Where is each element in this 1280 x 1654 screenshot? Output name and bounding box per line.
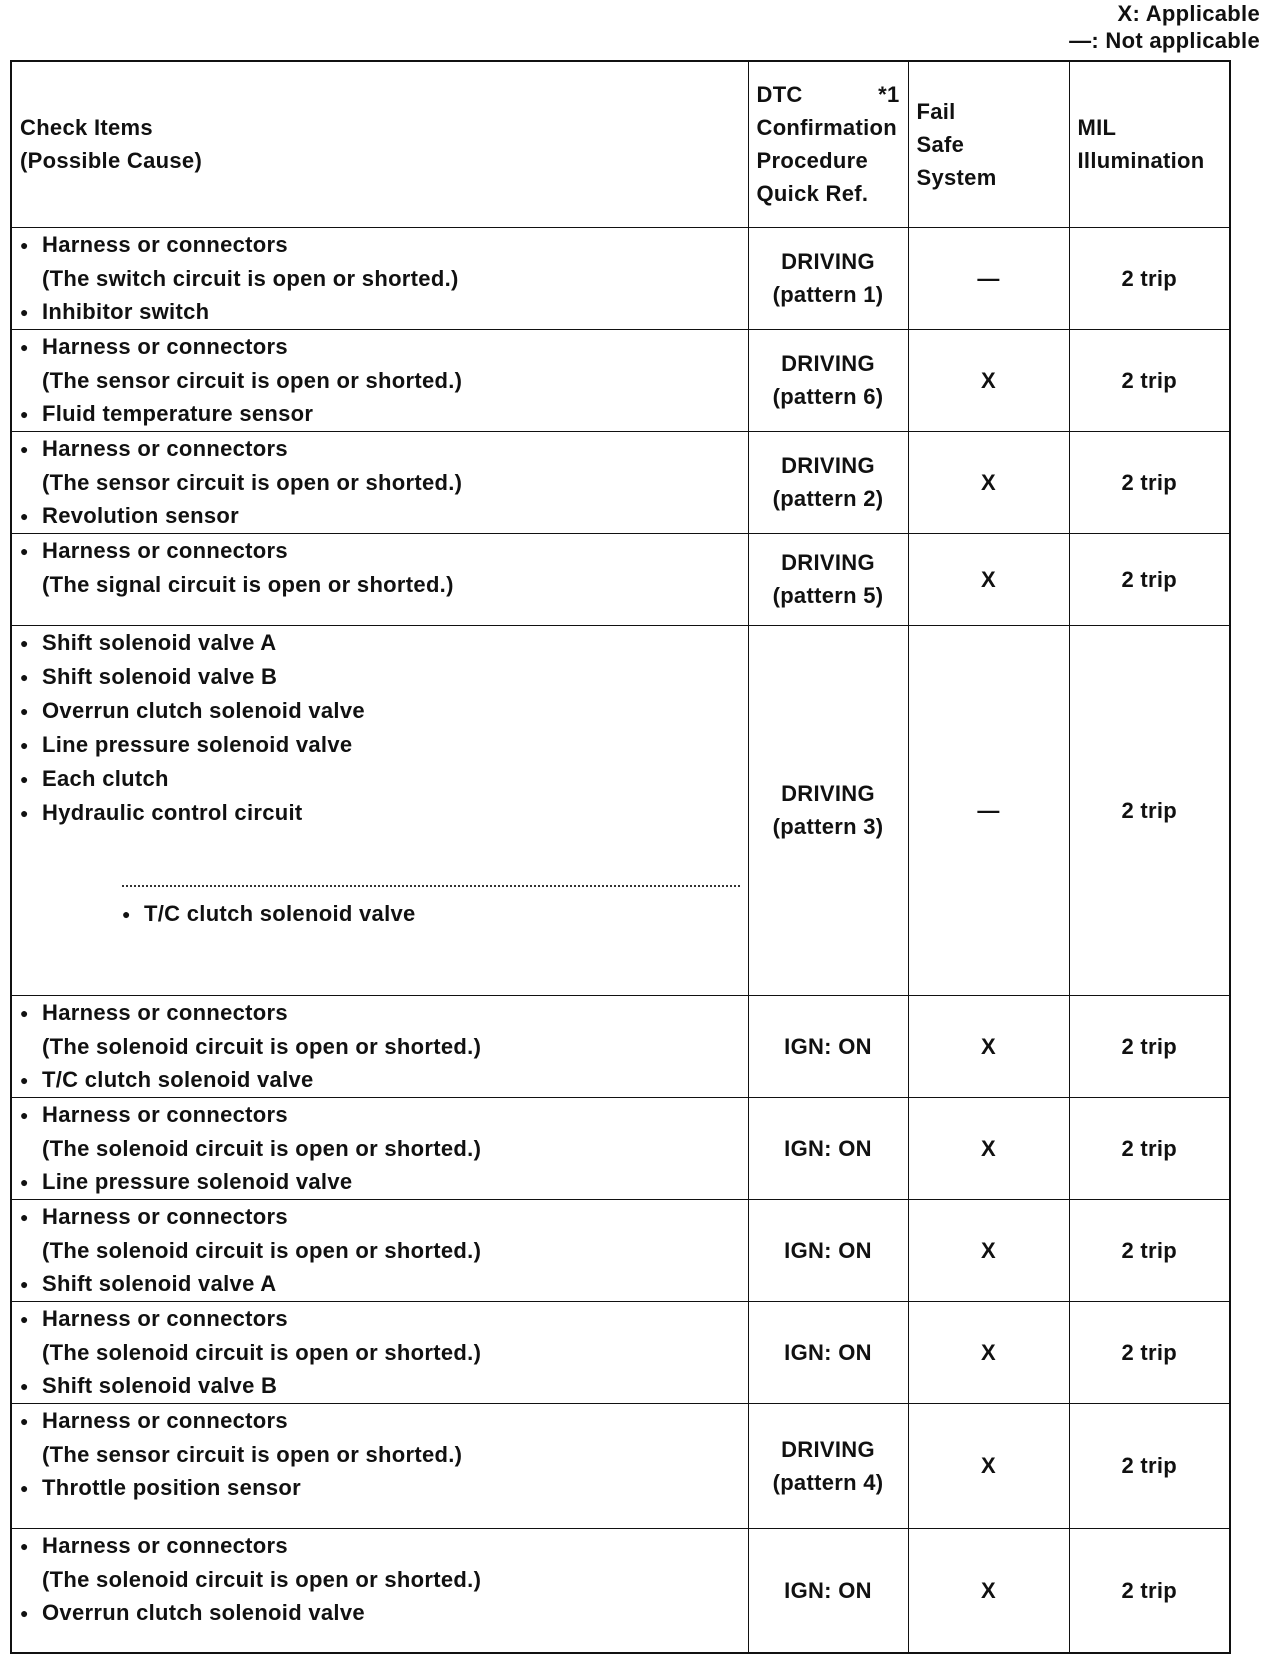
dotted-separator	[122, 885, 740, 887]
header-dtc-line: Quick Ref.	[756, 181, 869, 207]
check-item-text: (The sensor circuit is open or shorted.)	[42, 367, 463, 393]
mil-illumination-cell: 2 trip	[1069, 227, 1230, 329]
mil-illumination-cell: 2 trip	[1069, 625, 1230, 995]
check-item	[20, 534, 740, 568]
mil-illumination-cell: 2 trip	[1069, 533, 1230, 625]
check-item-text: Overrun clutch solenoid valve	[42, 697, 365, 723]
bullet-icon: ●	[20, 507, 29, 524]
fail-safe-cell: X	[908, 533, 1069, 625]
check-item-text: (The solenoid circuit is open or shorted.)	[42, 1033, 482, 1059]
bullet-icon: ●	[20, 1004, 29, 1021]
fail-safe-cell: X	[908, 995, 1069, 1097]
check-item-text: (The sensor circuit is open or shorted.)	[42, 1441, 463, 1467]
check-item-text: T/C clutch solenoid valve	[144, 900, 416, 926]
bullet-icon: ●	[20, 634, 29, 651]
check-item-text: Harness or connectors	[42, 537, 288, 563]
check-item	[20, 728, 740, 762]
mil-illumination-cell: 2 trip	[1069, 1403, 1230, 1528]
fail-safe-cell: X	[908, 1199, 1069, 1301]
check-item-text: Line pressure solenoid valve	[42, 1168, 353, 1194]
table-row	[11, 533, 1230, 625]
check-items-cell	[11, 1528, 748, 1653]
dtc-procedure-line: (pattern 3)	[772, 814, 884, 839]
header-fail-safe-line: Fail	[916, 98, 956, 124]
bullet-icon: ●	[20, 1275, 29, 1292]
dtc-procedure-cell	[748, 995, 908, 1097]
bullet-icon: ●	[20, 1479, 29, 1496]
header-dtc-footnote: *1	[878, 82, 900, 108]
mil-illumination-cell: 2 trip	[1069, 1528, 1230, 1653]
bullet-icon: ●	[20, 1412, 29, 1429]
check-item-text: Shift solenoid valve A	[42, 629, 277, 655]
header-dtc-line: Procedure	[756, 148, 869, 174]
dtc-procedure-line: (pattern 2)	[772, 486, 884, 511]
dtc-procedure-cell	[748, 1301, 908, 1403]
dtc-procedure-line: (pattern 1)	[772, 282, 884, 307]
fail-safe-cell: —	[908, 625, 1069, 995]
check-item	[20, 1200, 740, 1234]
dtc-procedure-line: IGN: ON	[784, 1135, 872, 1161]
dtc-procedure-line: DRIVING	[781, 550, 875, 575]
bullet-icon: ●	[20, 236, 29, 253]
dtc-procedure-line: DRIVING	[781, 781, 875, 806]
check-item	[20, 796, 740, 830]
table-row	[11, 1097, 1230, 1199]
bullet-icon: ●	[20, 1310, 29, 1327]
check-items-cell	[11, 1301, 748, 1403]
table-row	[11, 431, 1230, 533]
check-item-text: (The solenoid circuit is open or shorted.)	[42, 1135, 482, 1161]
bullet-icon: ●	[20, 1071, 29, 1088]
dtc-procedure-cell	[748, 431, 908, 533]
header-mil-line: Illumination	[1077, 148, 1205, 174]
check-item	[20, 996, 740, 1030]
check-item-detail	[20, 568, 740, 601]
check-item-text: T/C clutch solenoid valve	[42, 1066, 314, 1092]
fail-safe-cell: X	[908, 1301, 1069, 1403]
check-item	[20, 1529, 740, 1563]
check-sub-item	[122, 897, 740, 931]
check-item-text: (The sensor circuit is open or shorted.)	[42, 469, 463, 495]
dtc-check-table	[10, 60, 1231, 1654]
check-item-text: (The solenoid circuit is open or shorted.)	[42, 1237, 482, 1263]
check-items-cell	[11, 1097, 748, 1199]
header-check-items-line: (Possible Cause)	[20, 148, 203, 174]
bullet-icon: ●	[20, 804, 29, 821]
header-fail-safe-line: System	[916, 164, 997, 190]
check-item	[20, 499, 740, 533]
check-item-text: Harness or connectors	[42, 435, 288, 461]
check-item-detail	[20, 1336, 740, 1369]
dtc-procedure-cell	[748, 1528, 908, 1653]
check-item-detail	[20, 1438, 740, 1471]
legend	[1069, 0, 1260, 54]
fail-safe-cell: X	[908, 431, 1069, 533]
check-item	[20, 762, 740, 796]
check-item-text: Harness or connectors	[42, 1203, 288, 1229]
check-item	[20, 432, 740, 466]
check-item	[20, 1302, 740, 1336]
dtc-procedure-line: IGN: ON	[784, 1339, 872, 1365]
header-dtc	[748, 61, 908, 227]
check-item-text: (The signal circuit is open or shorted.)	[42, 571, 454, 597]
check-item-text: Each clutch	[42, 765, 169, 791]
check-item	[20, 1165, 740, 1199]
check-item-text: Shift solenoid valve B	[42, 663, 278, 689]
bullet-icon: ●	[20, 440, 29, 457]
check-item-text: Revolution sensor	[42, 502, 240, 528]
dtc-procedure-line: DRIVING	[781, 249, 875, 274]
check-items-cell	[11, 533, 748, 625]
bullet-icon: ●	[20, 303, 29, 320]
check-item	[20, 1369, 740, 1403]
bullet-icon: ●	[20, 542, 29, 559]
check-item	[20, 1471, 740, 1505]
check-item-text: Harness or connectors	[42, 1101, 288, 1127]
dtc-procedure-line: (pattern 6)	[772, 384, 884, 409]
check-items-cell	[11, 1403, 748, 1528]
check-item-text: (The solenoid circuit is open or shorted.)	[42, 1339, 482, 1365]
check-item-detail	[20, 466, 740, 499]
dtc-procedure-cell	[748, 1097, 908, 1199]
dtc-procedure-cell	[748, 533, 908, 625]
header-dtc-line: Confirmation	[756, 115, 897, 141]
check-item-text: Hydraulic control circuit	[42, 799, 303, 825]
dtc-procedure-line: DRIVING	[781, 453, 875, 478]
mil-illumination-cell: 2 trip	[1069, 431, 1230, 533]
check-items-cell	[11, 227, 748, 329]
mil-illumination-cell: 2 trip	[1069, 329, 1230, 431]
bullet-icon: ●	[20, 338, 29, 355]
check-item	[20, 1098, 740, 1132]
dtc-procedure-cell	[748, 1403, 908, 1528]
check-item-text: Shift solenoid valve A	[42, 1270, 277, 1296]
header-mil	[1069, 61, 1230, 227]
check-item-text: Fluid temperature sensor	[42, 400, 314, 426]
check-item-text: Line pressure solenoid valve	[42, 731, 353, 757]
check-item	[20, 397, 740, 431]
check-items-cell	[11, 995, 748, 1097]
check-item-text: Shift solenoid valve B	[42, 1372, 278, 1398]
check-item-detail	[20, 1132, 740, 1165]
mil-illumination-cell: 2 trip	[1069, 1199, 1230, 1301]
bullet-icon: ●	[20, 1604, 29, 1621]
check-item-detail	[20, 1030, 740, 1063]
dtc-procedure-line: (pattern 4)	[772, 1469, 884, 1495]
legend-applicable: X: Applicable	[1117, 1, 1260, 26]
legend-not-applicable: —: Not applicable	[1069, 28, 1260, 53]
check-item-text: (The solenoid circuit is open or shorted.)	[42, 1566, 482, 1592]
dtc-procedure-cell	[748, 227, 908, 329]
check-item-detail	[20, 1563, 740, 1596]
bullet-icon: ●	[20, 405, 29, 422]
header-dtc-line: DTC	[756, 82, 803, 108]
fail-safe-cell: X	[908, 1097, 1069, 1199]
dtc-procedure-line: IGN: ON	[784, 1577, 872, 1603]
dtc-procedure-cell	[748, 625, 908, 995]
check-item	[20, 1404, 740, 1438]
fail-safe-cell: X	[908, 1528, 1069, 1653]
check-item	[20, 1596, 740, 1630]
dtc-procedure-line: (pattern 5)	[772, 583, 884, 608]
bullet-icon: ●	[20, 1173, 29, 1190]
check-item	[20, 660, 740, 694]
check-item	[20, 228, 740, 262]
table-row	[11, 625, 1230, 995]
check-item-text: Inhibitor switch	[42, 298, 210, 324]
table-row	[11, 1199, 1230, 1301]
check-item	[20, 295, 740, 329]
check-item-detail	[20, 262, 740, 295]
mil-illumination-cell: 2 trip	[1069, 1097, 1230, 1199]
check-item-text: Overrun clutch solenoid valve	[42, 1599, 365, 1625]
header-check-items	[11, 61, 748, 227]
check-items-cell	[11, 431, 748, 533]
table-row	[11, 995, 1230, 1097]
bullet-icon: ●	[20, 736, 29, 753]
table-row	[11, 1528, 1230, 1653]
check-items-cell	[11, 329, 748, 431]
header-fail-safe	[908, 61, 1069, 227]
check-item-text: Harness or connectors	[42, 1305, 288, 1331]
check-item	[20, 694, 740, 728]
header-fail-safe-line: Safe	[916, 131, 965, 157]
bullet-icon: ●	[20, 668, 29, 685]
mil-illumination-cell: 2 trip	[1069, 995, 1230, 1097]
check-item	[20, 626, 740, 660]
check-item-text: Harness or connectors	[42, 999, 288, 1025]
bullet-icon: ●	[20, 1106, 29, 1123]
check-item-text: Harness or connectors	[42, 333, 288, 359]
table-header-row	[11, 61, 1230, 227]
mil-illumination-cell: 2 trip	[1069, 1301, 1230, 1403]
bullet-icon: ●	[122, 905, 131, 922]
check-item-text: Harness or connectors	[42, 1532, 288, 1558]
check-item	[20, 330, 740, 364]
fail-safe-cell: —	[908, 227, 1069, 329]
table-row	[11, 227, 1230, 329]
dtc-procedure-cell	[748, 1199, 908, 1301]
check-item-text: Throttle position sensor	[42, 1474, 301, 1500]
table-row	[11, 1403, 1230, 1528]
check-item	[20, 1267, 740, 1301]
check-item-text: Harness or connectors	[42, 231, 288, 257]
check-items-cell	[11, 625, 748, 995]
bullet-icon: ●	[20, 702, 29, 719]
dtc-procedure-line: DRIVING	[781, 1436, 875, 1462]
bullet-icon: ●	[20, 1537, 29, 1554]
check-items-cell	[11, 1199, 748, 1301]
dtc-procedure-line: IGN: ON	[784, 1033, 872, 1059]
table-row	[11, 329, 1230, 431]
dtc-procedure-cell	[748, 329, 908, 431]
bullet-icon: ●	[20, 1377, 29, 1394]
dtc-procedure-line: DRIVING	[781, 351, 875, 376]
check-item	[20, 1063, 740, 1097]
fail-safe-cell: X	[908, 329, 1069, 431]
fail-safe-cell: X	[908, 1403, 1069, 1528]
header-mil-line: MIL	[1077, 115, 1117, 141]
check-item-text: (The switch circuit is open or shorted.)	[42, 265, 459, 291]
header-check-items-line: Check Items	[20, 115, 153, 141]
table-row	[11, 1301, 1230, 1403]
bullet-icon: ●	[20, 1208, 29, 1225]
bullet-icon: ●	[20, 770, 29, 787]
check-item-detail	[20, 1234, 740, 1267]
check-item-detail	[20, 364, 740, 397]
dtc-procedure-line: IGN: ON	[784, 1237, 872, 1263]
check-item-text: Harness or connectors	[42, 1407, 288, 1433]
